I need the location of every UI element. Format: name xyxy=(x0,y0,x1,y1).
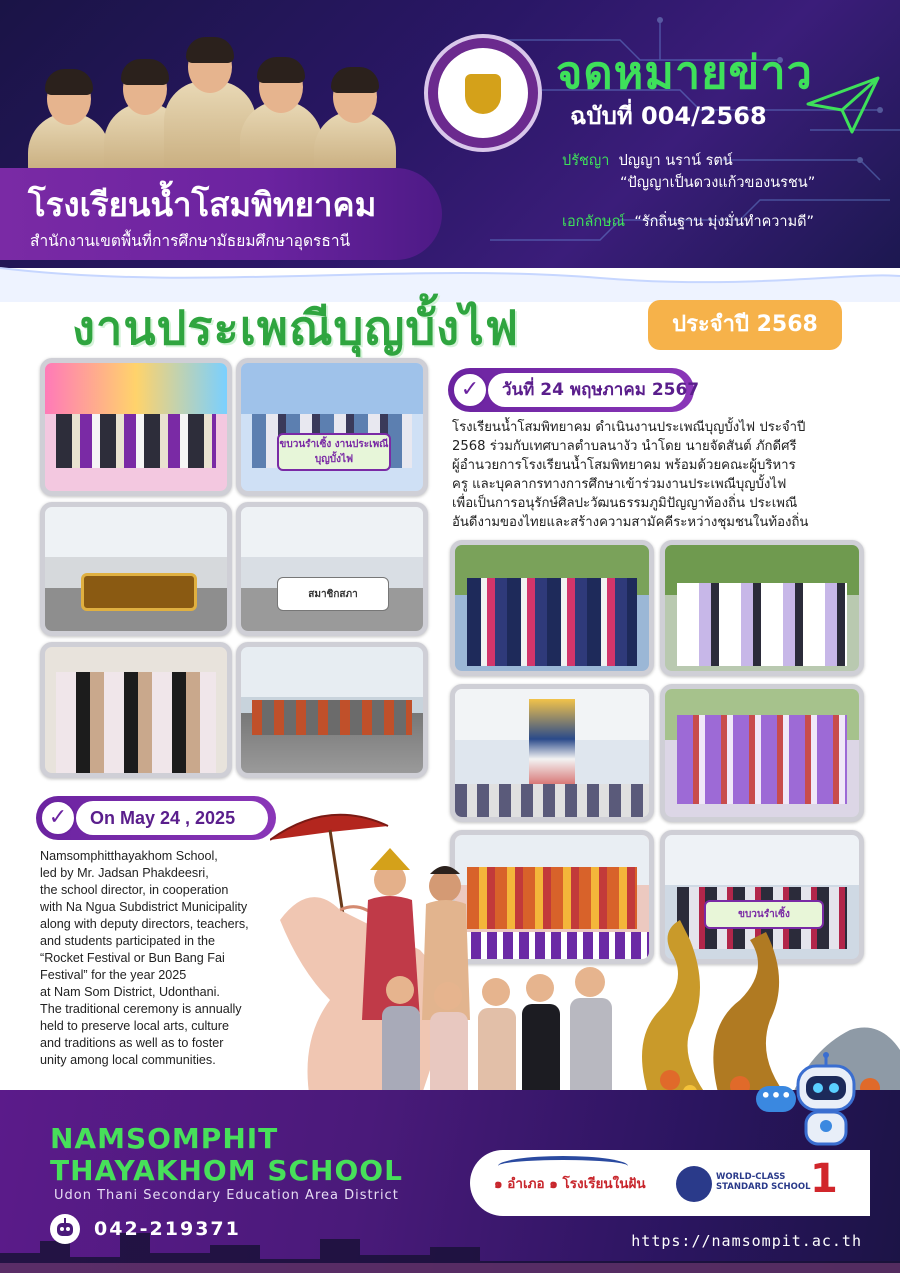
thai-date-pill xyxy=(448,368,700,412)
english-date: On May 24 , 2025 xyxy=(76,801,268,835)
chat-bubble-icon: ••• xyxy=(756,1086,796,1112)
philosophy-label: ปรัชญา xyxy=(562,153,610,169)
english-line: the school director, in cooperation xyxy=(40,883,229,897)
thai-line: เพื่อเป็นการอนุรักษ์ศิลปะวัฒนธรรมภูมิปัญญาท้องถิ่น ประเพณี xyxy=(452,496,798,511)
event-title: งานประเพณีบุญบั้งไฟ xyxy=(72,301,520,356)
header-banner xyxy=(0,0,900,268)
world-class-text: WORLD-CLASS xyxy=(716,1172,786,1182)
footer-area: Udon Thani Secondary Education Area District xyxy=(54,1188,399,1203)
school-name-banner xyxy=(0,168,442,260)
english-line: Namsomphitthayakhom School, xyxy=(40,849,218,863)
one-school-text: ๑ อำเภอ ๑ โรงเรียนในฝัน xyxy=(494,1176,646,1192)
thai-line: ผู้อำนวยการโรงเรียนน้ำโสมพิทยาคม พร้อมด้วยคณะผู้บริหาร xyxy=(452,458,796,473)
english-line: at Nam Som District, Udonthani. xyxy=(40,985,220,999)
school-name: โรงเรียนน้ำโสมพิทยาคม xyxy=(28,185,377,224)
one-district-one-school-logo xyxy=(494,1172,646,1194)
school-logo xyxy=(424,34,542,152)
standard-school-text: STANDARD SCHOOL xyxy=(716,1182,811,1192)
phone-robot-icon xyxy=(50,1214,80,1244)
council-sign: สมาชิกสภา xyxy=(277,577,388,611)
photo-parade-frame xyxy=(40,502,232,636)
newsletter-title: จดหมายข่าว xyxy=(556,46,813,99)
identity-text: “รักถิ่นฐาน มุ่งมั่นทำความดี” xyxy=(634,214,815,230)
identity-label: เอกลักษณ์ xyxy=(562,214,626,230)
checkmark-icon: ✓ xyxy=(40,800,76,836)
photo-ceremony-stage xyxy=(40,358,232,496)
partner-logos xyxy=(470,1150,870,1216)
year-badge: ประจำปี 2568 xyxy=(648,300,842,350)
globe-icon xyxy=(676,1166,712,1202)
english-line: with Na Ngua Subdistrict Municipality xyxy=(40,900,248,914)
checkmark-icon: ✓ xyxy=(452,372,488,408)
identity xyxy=(562,210,814,233)
english-line: and traditions as well as to foster xyxy=(40,1036,224,1050)
photo-costumed-students xyxy=(40,642,232,778)
philosophy-meaning: “ปัญญาเป็นดวงแก้วของนรชน” xyxy=(620,175,816,191)
phone-number[interactable]: 042-219371 xyxy=(94,1218,241,1240)
footer xyxy=(0,1090,900,1273)
world-class-logo xyxy=(676,1166,811,1202)
photo-student-sign xyxy=(660,540,864,676)
photo-parade-banner xyxy=(236,358,428,496)
thai-description xyxy=(452,418,872,532)
issue-number: ฉบับที่ 004/2568 xyxy=(570,102,767,130)
english-line: The traditional ceremony is annually xyxy=(40,1002,242,1016)
staff-photo xyxy=(28,28,408,173)
education-office: สำนักงานเขตพื้นที่การศึกษามัธยมศึกษาอุดรธานี xyxy=(30,232,351,250)
footer-school-name-line2: THAYAKHOM SCHOOL xyxy=(50,1154,403,1187)
ornate-frame xyxy=(81,573,196,611)
english-line: held to preserve local arts, culture xyxy=(40,1019,229,1033)
robot-mascot-icon xyxy=(788,1052,864,1150)
thai-line: ครู และบุคลากรทางการศึกษาเข้าร่วมงานประเพณีบุญบั้งไฟ xyxy=(452,477,787,492)
thai-line: อันดีงามของไทยและสร้างความสามัคคีระหว่างชุมชนในท้องถิ่น xyxy=(452,515,809,530)
photo-drummers xyxy=(450,540,654,676)
english-line: Festival” for the year 2025 xyxy=(40,968,187,982)
english-line: and students participated in the xyxy=(40,934,216,948)
footer-school-name-line1: NAMSOMPHIT xyxy=(50,1122,279,1155)
english-date-pill xyxy=(36,796,276,840)
english-line: along with deputy directors, teachers, xyxy=(40,917,249,931)
photo-council-sign xyxy=(236,502,428,636)
philosophy xyxy=(562,150,815,194)
english-line: led by Mr. Jadsan Phakdeesri, xyxy=(40,866,209,880)
thai-line: 2568 ร่วมกับเทศบาลตำบลนางัว นำโดย นายจัดสันต์ ภักดีศรี xyxy=(452,439,797,454)
photo-street-parade xyxy=(236,642,428,778)
thai-date: วันที่ 24 พฤษภาคม 2567 xyxy=(488,373,686,407)
paper-plane-icon xyxy=(806,74,880,136)
website-link[interactable]: https://namsompit.ac.th xyxy=(631,1232,862,1250)
group-banner-sign: ขบวนรำเซิ้ง xyxy=(704,900,824,929)
thai-line: โรงเรียนน้ำโสมพิทยาคม ดำเนินงานประเพณีบุญบั้งไฟ ประจำปี xyxy=(452,420,806,435)
english-line: “Rocket Festival or Bun Bang Fai xyxy=(40,951,225,965)
english-description xyxy=(40,848,290,1069)
banner-sign: ขบวนรำเซิ้ง งานประเพณีบุญบั้งไฟ xyxy=(277,433,390,470)
philosophy-text: ปญญา นราน์ รตน์ xyxy=(618,153,733,169)
english-line: unity among local communities. xyxy=(40,1053,216,1067)
be-number-one-logo: 1 xyxy=(810,1156,838,1202)
